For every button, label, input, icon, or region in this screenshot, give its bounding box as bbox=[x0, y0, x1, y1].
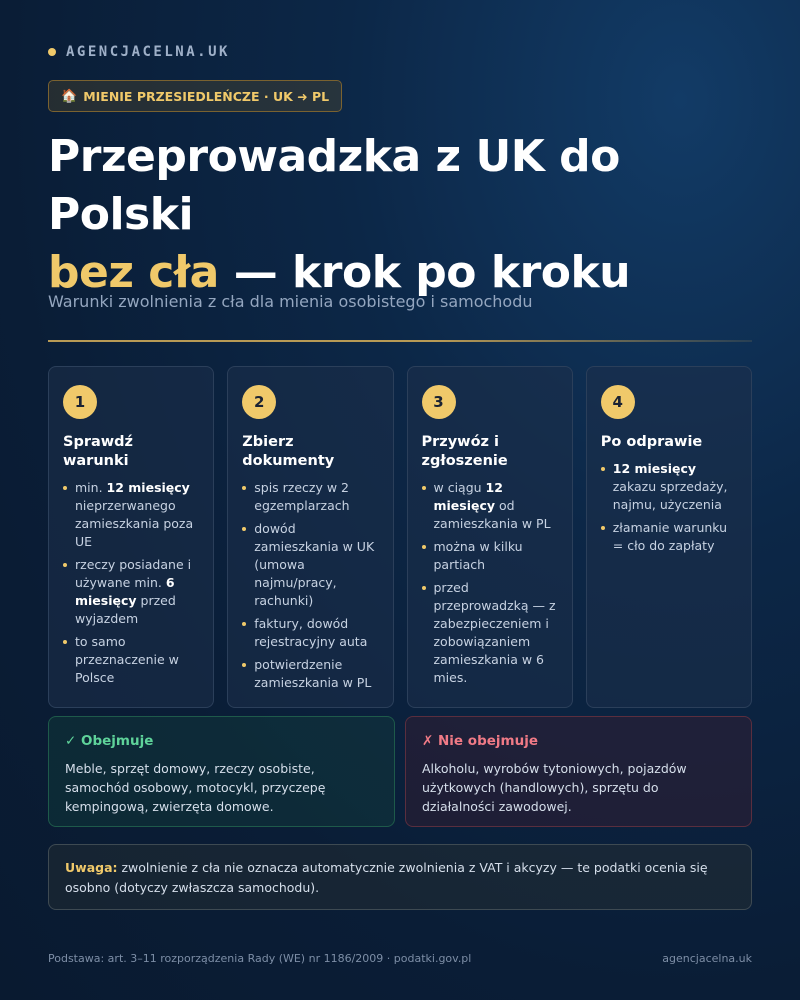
step-number: 4 bbox=[601, 385, 635, 419]
covers-excluded-box bbox=[405, 716, 752, 827]
note-text: zwolnienie z cła nie oznacza automatycznie zwolnienia z VAT i akcyzy — te podatki ocenia się osobno (dotyczy zwłaszcza samochodu). bbox=[65, 860, 708, 895]
step-bullet-item: w ciągu 12 miesięcy od zamieszkania w PL bbox=[422, 479, 558, 533]
step-card-2 bbox=[227, 366, 393, 708]
title-accent: bez cła bbox=[48, 247, 219, 298]
note-label: Uwaga: bbox=[65, 860, 118, 875]
footer-site-link[interactable]: agencjacelna.uk bbox=[662, 952, 752, 965]
step-list bbox=[63, 479, 199, 687]
step-card-4 bbox=[586, 366, 752, 708]
page-title bbox=[48, 128, 768, 302]
covers-included-title: ✓ Obejmuje bbox=[65, 733, 154, 749]
covers-included-text: Meble, sprzęt domowy, rzeczy osobiste, samochód osobowy, motocykl, przyczepę kempingową, zwierzęta domowe. bbox=[65, 761, 326, 814]
step-title: Po odprawie bbox=[600, 434, 703, 450]
house-icon: 🏠 bbox=[61, 88, 78, 104]
step-number: 3 bbox=[422, 385, 456, 419]
covers-included-box bbox=[48, 716, 395, 827]
step-title: Sprawdź warunki bbox=[63, 434, 133, 469]
divider bbox=[48, 340, 752, 342]
step-card-3 bbox=[407, 366, 573, 708]
step-list bbox=[422, 479, 558, 687]
step-number: 1 bbox=[63, 385, 97, 419]
step-bullet-item: przed przeprowadzką — z zabezpieczeniem i zobowiązaniem zamieszkania w 6 mies. bbox=[422, 579, 558, 687]
covers-excluded-title: ✗ Nie obejmuje bbox=[422, 733, 538, 749]
step-title: Zbierz dokumenty bbox=[242, 434, 335, 469]
step-bullet-item: dowód zamieszkania w UK (umowa najmu/pracy, rachunki) bbox=[242, 520, 378, 610]
covers-excluded-text: Alkoholu, wyrobów tytoniowych, pojazdów użytkowych (handlowych), sprzętu do działalności zawodowej. bbox=[422, 761, 687, 814]
warning-note bbox=[48, 844, 752, 910]
step-card-1 bbox=[48, 366, 214, 708]
steps-grid bbox=[48, 366, 752, 699]
badge-text: MIENIE PRZESIEDLEŃCZE · UK ➜ PL bbox=[83, 88, 330, 104]
footer-source: Podstawa: art. 3–11 rozporządzenia Rady (WE) nr 1186/2009 · podatki.gov.pl bbox=[48, 952, 472, 965]
step-bullet-item: spis rzeczy w 2 egzemplarzach bbox=[242, 479, 378, 515]
step-list bbox=[242, 479, 378, 692]
step-bullet-item: można w kilku partiach bbox=[422, 538, 558, 574]
step-bullet-item: to samo przeznaczenie w Polsce bbox=[63, 633, 199, 687]
brand-name: AGENCJACELNA.UK bbox=[66, 44, 230, 60]
step-bullet-item: 12 miesięcy zakazu sprzedaży, najmu, użyczenia bbox=[601, 460, 737, 514]
category-badge bbox=[48, 80, 342, 112]
brand bbox=[48, 44, 230, 60]
brand-dot-icon bbox=[48, 48, 56, 56]
step-bullet-item: potwierdzenie zamieszkania w PL bbox=[242, 656, 378, 692]
step-title: Przywóz i zgłoszenie bbox=[421, 434, 508, 469]
step-bullet-item: min. 12 miesięcy nieprzerwanego zamieszkania poza UE bbox=[63, 479, 199, 551]
step-bullet-item: rzeczy posiadane i używane min. 6 miesięcy przed wyjazdem bbox=[63, 556, 199, 628]
step-bullet-item: złamanie warunku = cło do zapłaty bbox=[601, 519, 737, 555]
step-bullet-item: faktury, dowód rejestracyjny auta bbox=[242, 615, 378, 651]
title-line-1: Przeprowadzka z UK do Polski bbox=[48, 131, 620, 240]
title-line-2: — krok po kroku bbox=[218, 247, 631, 298]
page-subtitle: Warunki zwolnienia z cła dla mienia osobistego i samochodu bbox=[48, 292, 533, 311]
step-number: 2 bbox=[242, 385, 276, 419]
step-list bbox=[601, 460, 737, 555]
footer bbox=[48, 952, 752, 965]
